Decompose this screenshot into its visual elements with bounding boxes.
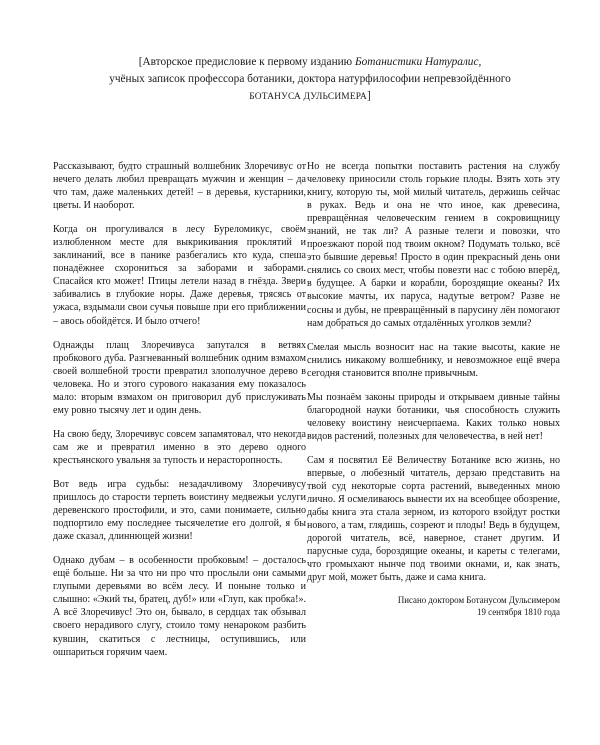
left-column (53, 160, 306, 670)
signature-author: Писано доктором Ботанусом Дульсимером (397, 595, 560, 606)
left-paragraph: Вот ведь игра судьбы: незадачливому Злоречивусу пришлось до старости терпеть воистину медвежьи услуги деревенского простофили, и это, сами понимаете, сильно подпортило ему последнее тысячелетие его долгой, я бы даже сказал, длиннющей жизни! (53, 478, 306, 543)
right-paragraph: Сам я посвятил Её Величеству Ботанике всю жизнь, но впервые, о любезный читатель, дерзаю представить на твой суд некоторые сорта растений, выведенных мною лично. Я осмеливаюсь вынести их на всеобщее обозрение, дабы книга эта стала зерном, из которого взойдут ростки нового, а там, глядишь, созреют и плоды! Ведь в будущем, дорогой читатель, всё, наверное, станет другим. И парусные суда, бороздящие океаны, и кареты с телегами, что громыхают нынче под твоими окнами, и, как знать, друг мой, может быть, даже и сама книга. (307, 454, 560, 584)
left-paragraph: Однажды плащ Злоречивуса запутался в ветвях пробкового дуба. Разгневанный волшебник одним взмахом своей волшебной трости превратил злополучное дерево в человека. Но и этого сурового наказания ему показалось мало: вторым взмахом он приговорил дуб прислуживать ему ровно тысячу лет и один день. (53, 339, 306, 416)
right-paragraph: Но не всегда попытки поставить растения на службу человеку приносили столь горькие плоды. Взять хоть эту книгу, которую ты, мой милый читатель, держишь сейчас в руках. Ведь и она не что иное, как древесина, превращённая человеческим гением в сокровищницу знаний, не так ли? А разные телеги и повозки, что проезжают порой под твоим окном? Подумать только, всё это бывшие деревья! Просто в один прекрасный день они снялись со своих мест, чтобы повезти нас с тобою вперёд, в будущее. А барки и корабли, бороздящие океаны? Их высокие мачты, их паруса, надутые ветром? Разве не сосны и дубы, не превращённый в парусину лён помогают нам добраться до самых отдалённых уголков земли? (307, 161, 560, 329)
left-paragraph: Рассказывают, будто страшный волшебник Злоречивус от нечего делать любил превращать мужчин и женщин – да что там, даже маленьких детей! – в деревья, кустарники, цветы. И наоборот. (53, 161, 306, 212)
preface-header (100, 54, 520, 106)
signature (307, 595, 560, 618)
right-column (307, 160, 560, 618)
header-line-1 (100, 54, 520, 71)
left-paragraph: Однако дубам – в особенности пробковым! – досталось ещё больше. Ни за что ни про что прослыли они самыми глупыми деревьями во всём лесу. И поныне только и слышно: «Экий ты, братец, дуб!» или «Глуп, как пробка!». А всё Злоречивус! Это он, бывало, в сердцах так обзывал своего нерадивого слугу, стоило тому ненароком разбить кувшин, скатиться с лестницы, оступившись, или ошпариться горячим чаем. (53, 555, 306, 658)
header-closing-bracket: ] (366, 90, 371, 102)
right-paragraph: Мы познаём законы природы и открываем дивные тайны благородной науки ботаники, чья способность служить человеку воистину неисчерпаема. Каких только новых видов растений, полезных для человечества, в ней нет! (307, 391, 560, 442)
left-paragraph: На свою беду, Злоречивус совсем запамятовал, что некогда сам же и превратил именно в это дерево одного крестьянского увальня за тупость и нерасторопность. (53, 428, 306, 466)
header-book-title: Ботанистики Натуралис, (354, 56, 482, 68)
header-line-2: учёных записок профессора ботаники, доктора натурфилософии непревзойдённого (109, 73, 511, 85)
header-author-name: БОТАНУСА ДУЛЬСИМЕРА (249, 92, 367, 102)
header-line-1-text: [Авторское предисловие к первому изданию (138, 56, 355, 68)
left-paragraph: Когда он прогуливался в лесу Буреломикус, своём излюбленном месте для выкрикивания проклятий и заклинаний, все в панике разбегались кто куда, спеша понадёжнее схорониться за заборами и заборами. Спасайся кто может! Птицы летели назад в гнёзда. Звери забивались в глубокие норы. Даже деревья, трясясь от ужаса, вздымали свои сучья повыше при его приближении – авось обойдётся. И было отчего! (53, 224, 306, 327)
signature-date: 19 сентября 1810 года (477, 606, 560, 617)
right-paragraph: Смелая мысль возносит нас на такие высоты, какие не снились никакому волшебнику, и невозможное ещё вчера сегодня становится вполне привычным. (307, 341, 560, 379)
header-line-3 (100, 88, 520, 106)
